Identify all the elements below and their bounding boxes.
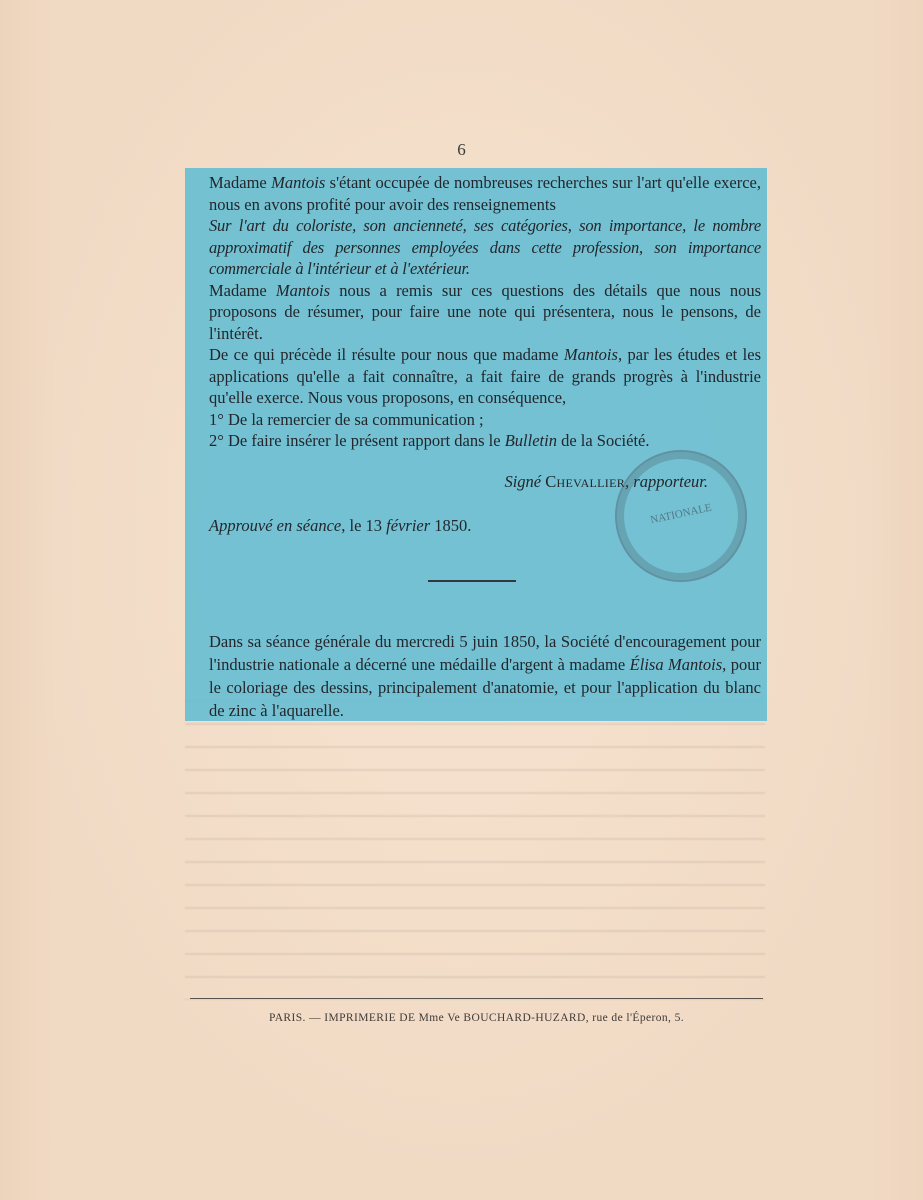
library-stamp [615, 450, 747, 582]
italic-topics-paragraph: Sur l'art du coloriste, son ancienneté, ses catégories, son importance, le nombre approximatif des personnes employées dans cette profession, son importance commerciale à l'intérieur et à l'extérieur. [209, 216, 761, 278]
list-text: De faire insérer le présent rapport dans le [227, 431, 505, 450]
text-span: nous a remis sur ces questions des détails que nous nous proposons de résumer, pour faire une note qui présentera, nous le pensons, de l'intérêt. [209, 280, 762, 343]
approval-text: Approuvé en séance [209, 516, 342, 535]
text-span: De ce qui précède il résulte pour nous que madame [209, 345, 564, 364]
list-number: 1° [209, 409, 224, 429]
signature-line: Signé Chevallier, rapporteur. [504, 472, 708, 491]
text-span: Dans sa séance générale du mercredi 5 juin 1850, la Société d'encouragement pour l'industrie nationale a décerné une médaille d'argent à madame [209, 632, 761, 674]
paragraph-2 [209, 280, 761, 345]
bulletin-title: Bulletin [504, 431, 557, 450]
person-name: Mantois [271, 173, 326, 192]
text-span: Madame [209, 173, 272, 192]
text-span: Madame [209, 280, 276, 300]
imprint-printer: — IMPRIMERIE DE Mme Ve BOUCHARD-HUZARD, [309, 1012, 589, 1024]
text-span: , par les études et les applications qu'elle a fait connaître, a fait faire de grands progrès à l'industrie qu'elle exerce. Nous vous proposons, en conséquence, [209, 345, 761, 407]
printer-imprint [190, 1012, 763, 1024]
signed-label: Signé [504, 472, 542, 491]
list-text: De la remercier de sa communication ; [227, 409, 484, 429]
list-number: 2° [209, 431, 224, 450]
list-text: de la Société. [556, 431, 650, 450]
closing-paragraph [209, 630, 761, 722]
show-through-text [185, 700, 765, 1000]
person-name: Mantois [563, 345, 618, 364]
imprint-city: PARIS. [268, 1012, 306, 1024]
page-number: 6 [457, 140, 466, 159]
signatory-name: Chevallier [545, 472, 626, 491]
imprint-address: rue de l'Éperon, 5. [592, 1012, 685, 1024]
footer-rule [190, 998, 763, 999]
list-item [209, 409, 761, 431]
text-span: s'étant occupée de nombreuses recherches sur l'art qu'elle exerce, nous en avons profité pour avoir des renseignements [209, 173, 762, 214]
section-separator [428, 580, 516, 582]
text-span: , pour le coloriage des dessins, principalement d'anatomie, et pour l'application du blanc de zinc à l'aquarelle. [209, 655, 761, 720]
approval-line [209, 516, 471, 536]
award-paragraph [209, 630, 761, 722]
signatory-role: rapporteur. [633, 472, 708, 491]
paragraph-1 [209, 172, 761, 215]
approval-month: février [386, 516, 431, 535]
person-name: Élisa Mantois [629, 655, 723, 674]
report-body [209, 172, 761, 452]
paragraph-3 [209, 344, 761, 409]
list-item [209, 430, 761, 452]
stamp-lettering: NATIONALE [649, 501, 713, 527]
approval-year: 1850. [430, 516, 472, 535]
approval-date: , le 13 [341, 516, 387, 535]
person-name: Mantois [275, 280, 331, 300]
